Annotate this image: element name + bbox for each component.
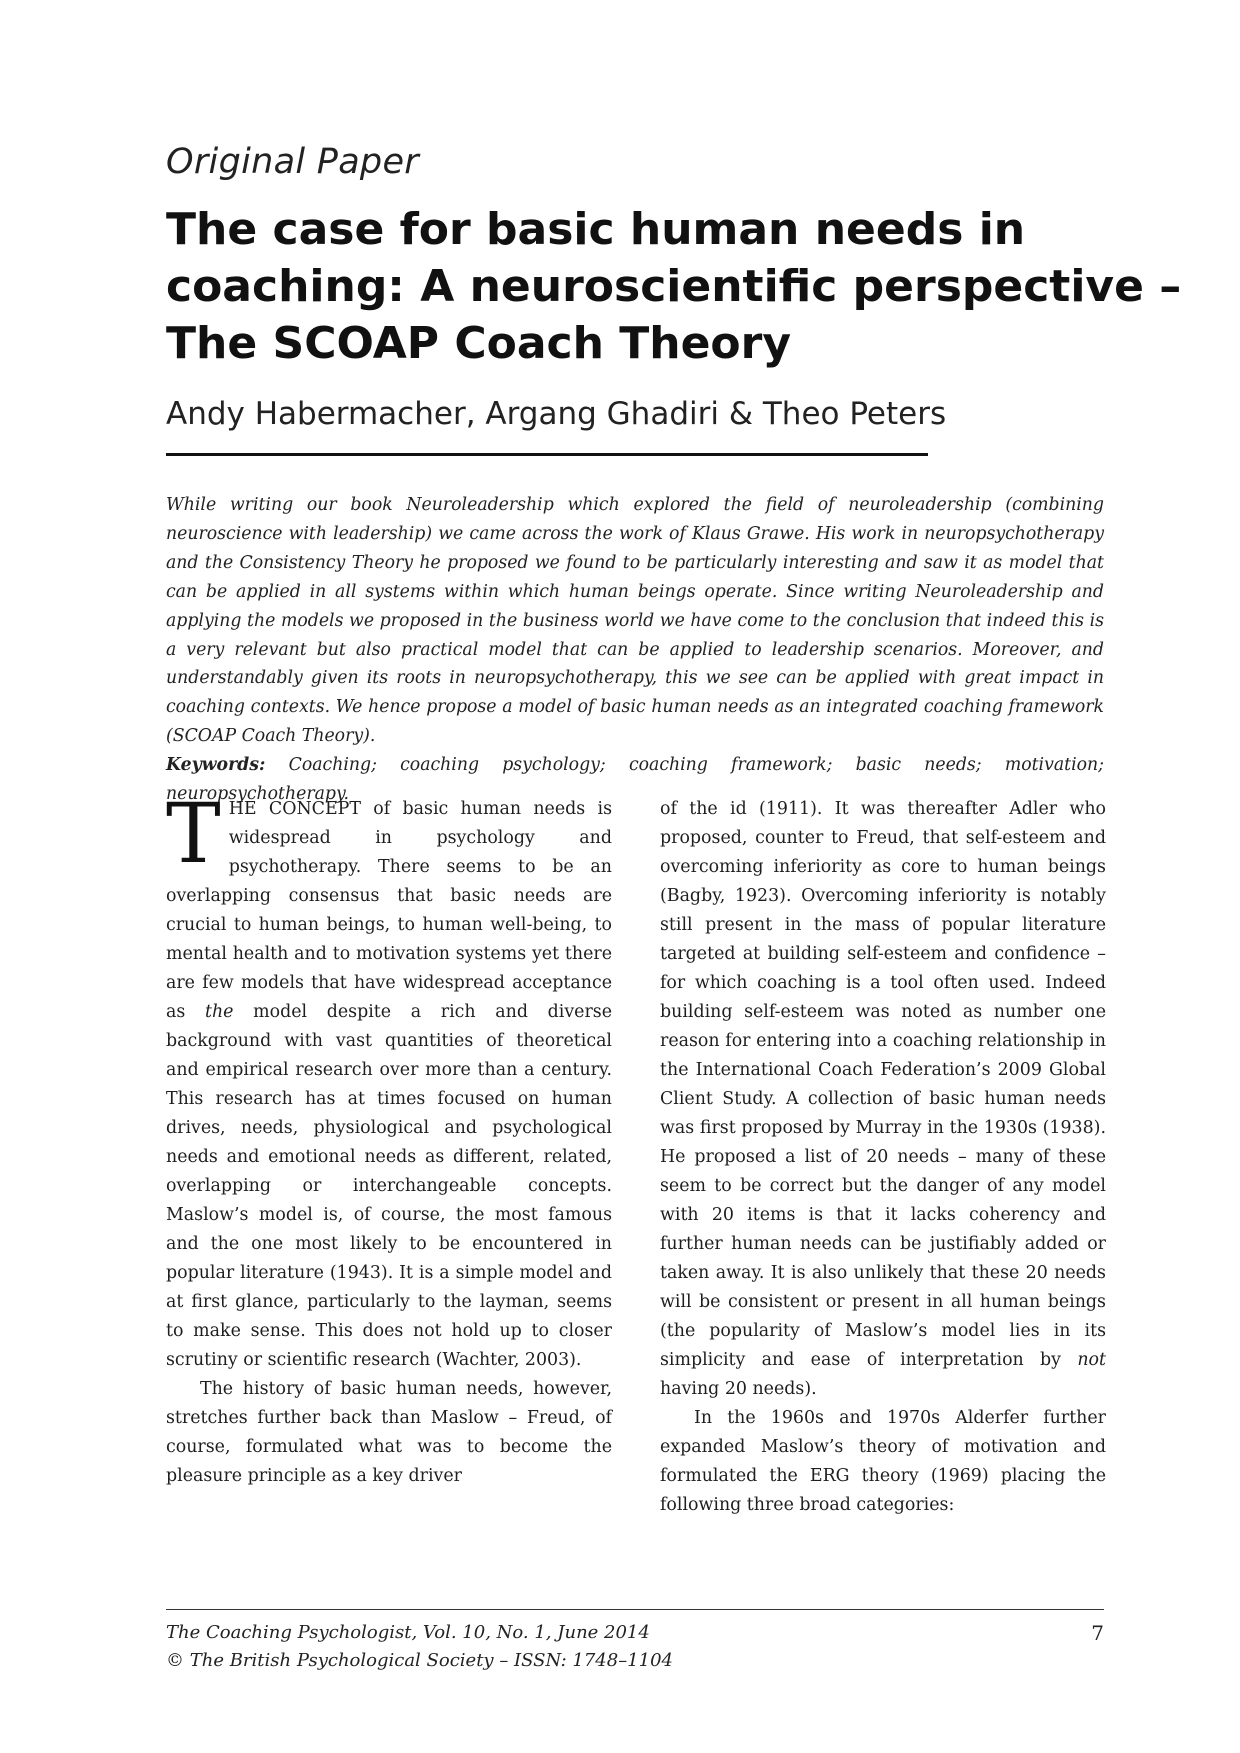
title-line: The case for basic human needs in (166, 204, 1026, 255)
paragraph-text: of basic human needs is widespread in psychology and psychotherapy. There seems to be an overlapping consensus that basic needs are crucial to human beings, to human well-being, to mental health and to motivation systems yet there are few models that have widespread acceptance as (166, 799, 612, 1022)
body-paragraph: The history of basic human needs, however, stretches further back than Maslow – Freud, of course, formulated what was to become the pleasure principle as a key driver (166, 1379, 612, 1486)
body-paragraph: In the 1960s and 1970s Alderfer further expanded Maslow’s theory of motivation and formulated the ERG theory (1969) placing the following three broad categories: (660, 1408, 1106, 1515)
body-paragraph (660, 795, 1106, 1404)
paragraph-text: having 20 needs). (660, 1379, 817, 1399)
abstract-text: While writing our book Neuroleadership which explored the field of neuroleadership (combining neuroscience with leadership) we came across the work of Klaus Grawe. His work in neuropsychotherapy and the Consistency Theory he proposed we found to be particularly interesting and saw it as model that can be applied in all systems within which human beings operate. Since writing Neuroleadership and applying the models we proposed in the business world we have come to the conclusion that indeed this is a very relevant but also practical model that can be applied to leadership scenarios. Moreover, and understandably given its roots in neuropsychotherapy, this we see can be applied with great impact in coaching contexts. We hence propose a model of basic human needs as an integrated coaching framework (SCOAP Coach Theory). (166, 495, 1104, 747)
paper-title (166, 201, 1182, 372)
body-paragraph (166, 787, 612, 1375)
section-label: Original Paper (166, 142, 419, 182)
drop-cap: T (166, 787, 221, 882)
title-line: coaching: A neuroscientific perspective – (166, 261, 1182, 312)
keywords-label: Keywords: (166, 755, 266, 776)
footer-divider (166, 1609, 1104, 1610)
lead-in-caps: HE CONCEPT (228, 799, 361, 819)
abstract (166, 491, 1104, 809)
page-footer (166, 1619, 1104, 1675)
title-line: The SCOAP Coach Theory (166, 318, 792, 369)
page-number: 7 (1091, 1621, 1104, 1645)
copyright-line: © The British Psychological Society – ISSN: 1748–1104 (166, 1650, 674, 1671)
author-list: Andy Habermacher, Argang Ghadiri & Theo Peters (166, 396, 947, 432)
paragraph-text: of the id (1911). It was thereafter Adler who proposed, counter to Freud, that self-esteem and overcoming inferiority as core to human beings (Bagby, 1923). Overcoming inferiority is notably still present in the mass of popular literature targeted at building self-esteem and confidence – for which coaching is a tool often used. Indeed building self-esteem was noted as number one reason for entering into a coaching relationship in the International Coach Federation’s 2009 Global Client Study. A collection of basic human needs was first proposed by Murray in the 1930s (1938). He proposed a list of 20 needs – many of these seem to be correct but the danger of any model with 20 items is that it lacks coherency and further human needs can be justifiably added or taken away. It is also unlikely that these 20 needs will be consistent or present in all human beings (the popularity of Maslow’s model lies in its simplicity and ease of interpretation by (660, 799, 1106, 1370)
body-column-left (166, 787, 612, 1491)
paragraph-text: model despite a rich and diverse background with vast quantities of theoretical and empirical research over more than a century. This research has at times focused on human drives, needs, physiological and psychological needs and emotional needs as different, related, overlapping or interchangeable concepts. Maslow’s model is, of course, the most famous and the one most likely to be encountered in popular literature (1943). It is a simple model and at first glance, particularly to the layman, seems to make sense. This does not hold up to closer scrutiny or scientific research (Wachter, 2003). (166, 1002, 612, 1370)
keywords-list: Coaching; coaching psychology; coaching framework; basic needs; motivation; neuropsychotherapy. (166, 755, 1104, 805)
journal-citation: The Coaching Psychologist, Vol. 10, No. 1, June 2014 (166, 1622, 650, 1643)
title-divider (166, 453, 928, 456)
emphasis: the (204, 1002, 234, 1022)
body-column-right (660, 795, 1106, 1520)
emphasis: not (1077, 1350, 1106, 1370)
